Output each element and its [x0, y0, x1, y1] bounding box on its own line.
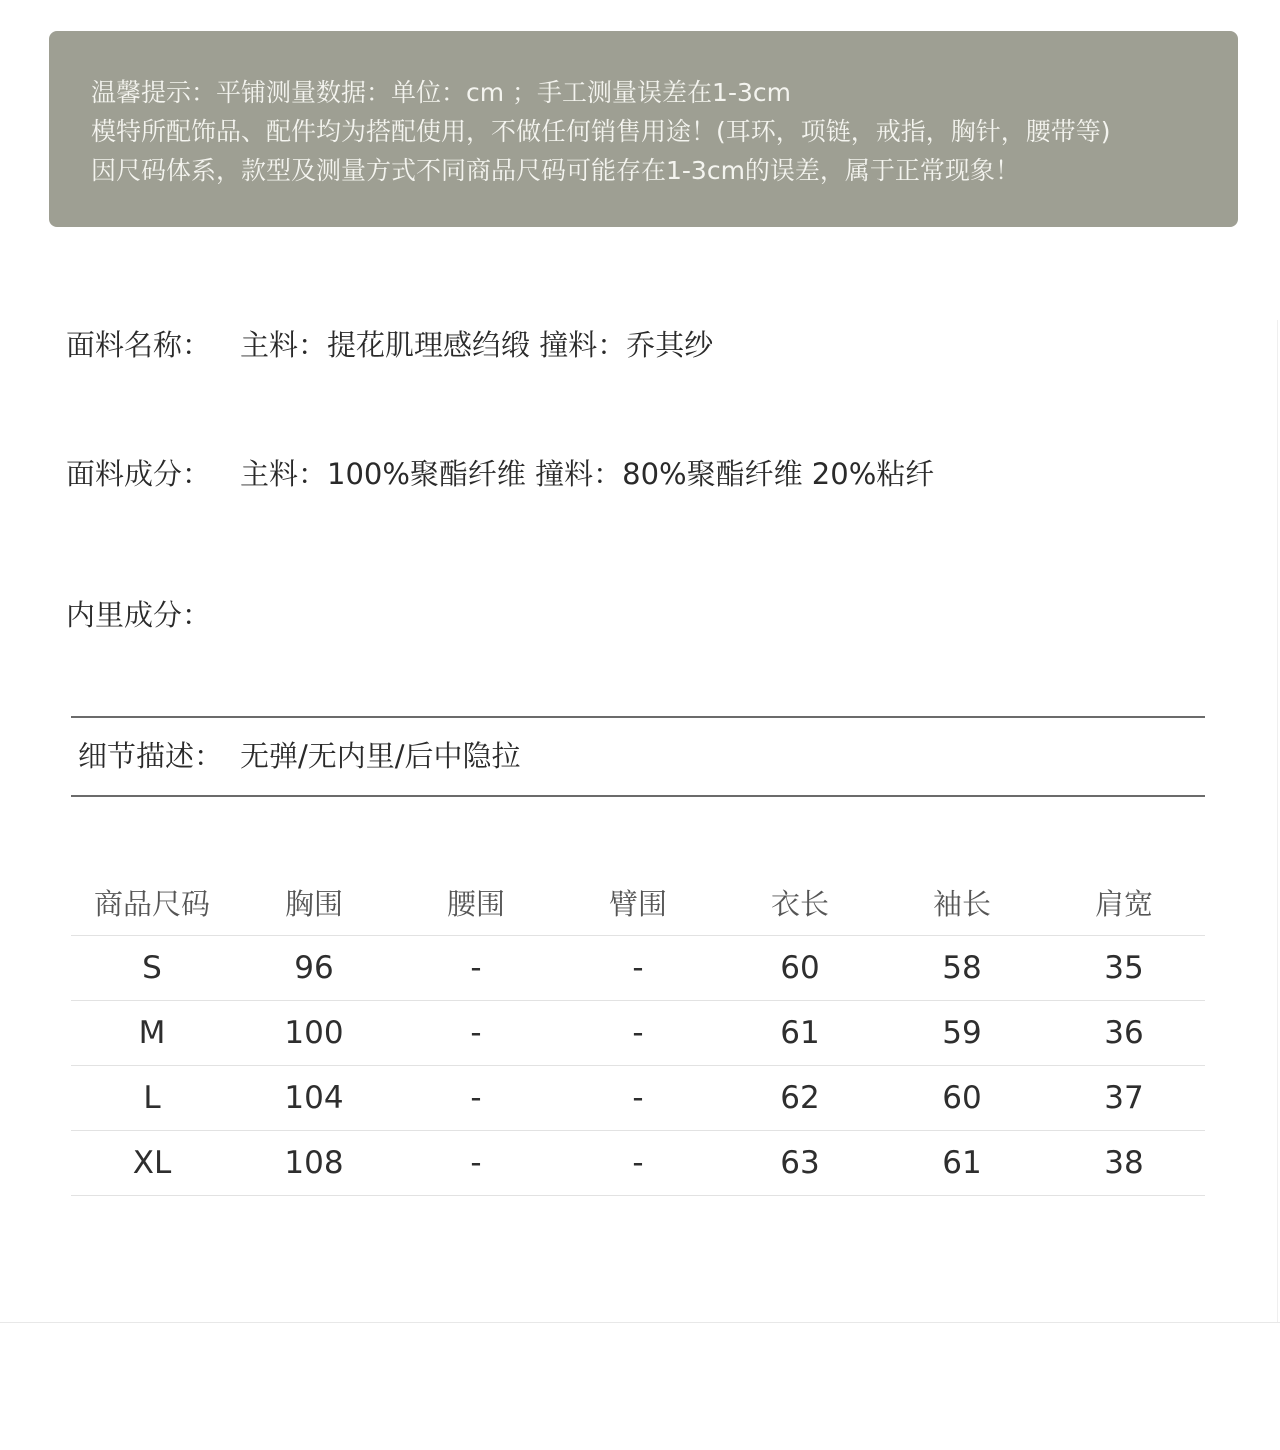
- shoulder-cell: 35: [1104, 950, 1144, 986]
- length-cell: 61: [780, 1015, 820, 1051]
- notice-line-2: 模特所配饰品、配件均为搭配使用，不做任何销售用途！(耳环，项链，戒指，胸针，腰带等): [91, 117, 1111, 146]
- shoulder-cell: 36: [1104, 1015, 1144, 1051]
- header-bust: 胸围: [284, 887, 343, 921]
- sleeve-cell: 58: [942, 950, 982, 986]
- length-cell: 63: [780, 1145, 820, 1181]
- arm-cell: -: [632, 950, 644, 986]
- notice-panel: [49, 31, 1238, 227]
- fabric-name-row: [66, 323, 713, 364]
- sleeve-cell: 60: [942, 1080, 982, 1116]
- bust-cell: 100: [284, 1015, 344, 1051]
- notice-line-1: 温馨提示：平铺测量数据：单位：cm ；手工测量误差在1-3cm: [91, 78, 791, 107]
- detail-label: 细节描述：: [78, 739, 224, 773]
- length-cell: 60: [780, 950, 820, 986]
- lining-label: 内里成分：: [66, 598, 212, 632]
- header-sleeve: 袖长: [932, 887, 991, 921]
- fabric-name-label: 面料名称：: [66, 328, 212, 362]
- detail-row: [78, 734, 521, 775]
- table-row: [71, 936, 1205, 1001]
- length-cell: 62: [780, 1080, 820, 1116]
- detail-top-divider: [71, 716, 1205, 718]
- waist-cell: -: [470, 950, 482, 986]
- detail-bottom-divider: [71, 795, 1205, 797]
- shoulder-cell: 38: [1104, 1145, 1144, 1181]
- sleeve-cell: 61: [942, 1145, 982, 1181]
- fabric-composition-label: 面料成分：: [66, 457, 212, 491]
- arm-cell: -: [632, 1145, 644, 1181]
- size-table: [71, 870, 1205, 1196]
- size-cell: M: [138, 1015, 166, 1051]
- bust-cell: 108: [284, 1145, 344, 1181]
- header-waist: 腰围: [446, 887, 505, 921]
- waist-cell: -: [470, 1145, 482, 1181]
- size-cell: XL: [132, 1145, 172, 1181]
- detail-value: 无弹/无内里/后中隐拉: [240, 739, 521, 773]
- table-row: [71, 1131, 1205, 1196]
- size-table-header-row: [71, 870, 1205, 936]
- bottom-divider: [0, 1322, 1280, 1323]
- sleeve-cell: 59: [942, 1015, 982, 1051]
- waist-cell: -: [470, 1080, 482, 1116]
- size-cell: L: [143, 1080, 161, 1116]
- arm-cell: -: [632, 1080, 644, 1116]
- notice-line-3: 因尺码体系，款型及测量方式不同商品尺码可能存在1-3cm的误差，属于正常现象！: [91, 156, 1020, 185]
- fabric-composition-row: [66, 452, 934, 493]
- size-cell: S: [142, 950, 162, 986]
- header-length: 衣长: [770, 887, 829, 921]
- lining-row: [66, 593, 240, 634]
- arm-cell: -: [632, 1015, 644, 1051]
- shoulder-cell: 37: [1104, 1080, 1144, 1116]
- fabric-name-value: 主料：提花肌理感绉缎 撞料：乔其纱: [240, 328, 714, 362]
- table-row: [71, 1001, 1205, 1066]
- right-edge-divider: [1277, 320, 1278, 1322]
- fabric-composition-value: 主料：100%聚酯纤维 撞料：80%聚酯纤维 20%粘纤: [240, 457, 935, 491]
- header-arm: 臂围: [608, 887, 667, 921]
- table-row: [71, 1066, 1205, 1131]
- bust-cell: 96: [294, 950, 334, 986]
- waist-cell: -: [470, 1015, 482, 1051]
- bust-cell: 104: [284, 1080, 344, 1116]
- header-size: 商品尺码: [93, 887, 210, 921]
- header-shoulder: 肩宽: [1094, 887, 1153, 921]
